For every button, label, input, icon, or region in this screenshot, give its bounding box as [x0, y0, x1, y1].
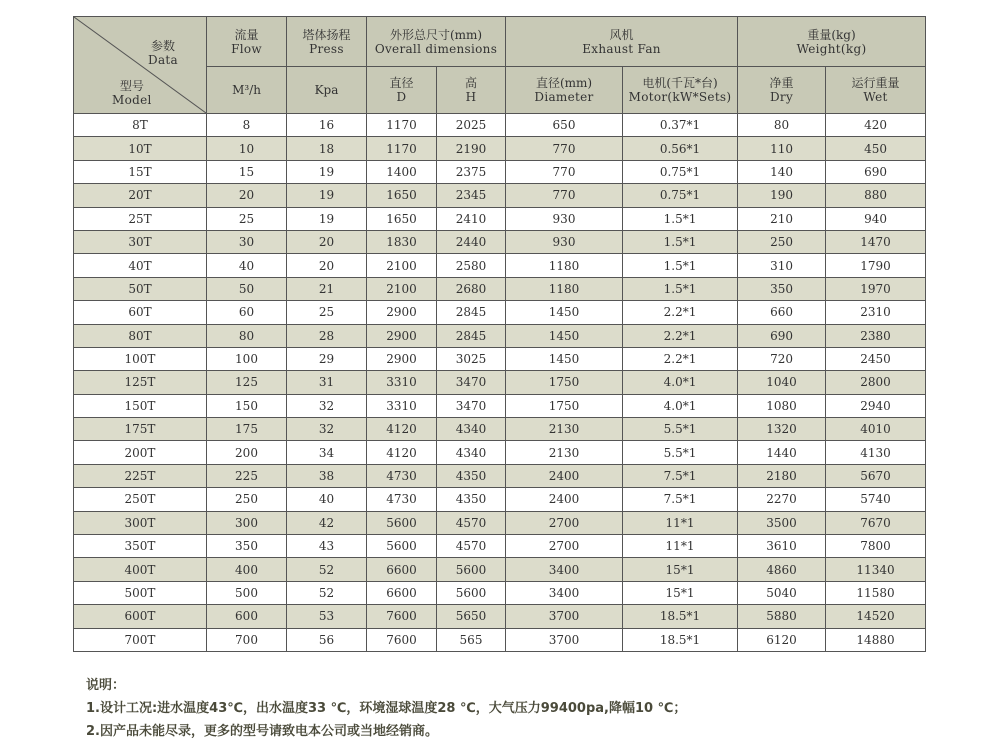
wet-en: Wet — [863, 90, 888, 104]
cell-flow: 15 — [207, 160, 287, 183]
cell-height-h: 4340 — [437, 441, 506, 464]
flow-unit-text: M³/h — [232, 83, 261, 97]
cell-flow: 175 — [207, 418, 287, 441]
cell-dry-weight: 1040 — [738, 371, 826, 394]
cell-wet-weight: 2800 — [826, 371, 926, 394]
table-row — [74, 160, 926, 183]
table-row — [74, 581, 926, 604]
cell-press: 29 — [287, 347, 367, 370]
cell-diameter-d: 2100 — [367, 254, 437, 277]
cell-fan-diameter: 770 — [506, 160, 623, 183]
cell-motor: 11*1 — [623, 535, 738, 558]
cell-motor: 11*1 — [623, 511, 738, 534]
cell-height-h: 2440 — [437, 230, 506, 253]
cell-motor: 15*1 — [623, 581, 738, 604]
cell-motor: 18.5*1 — [623, 628, 738, 651]
table-row — [74, 418, 926, 441]
dry-en: Dry — [769, 90, 794, 104]
cell-press: 40 — [287, 488, 367, 511]
flow-en: Flow — [231, 41, 262, 56]
cell-flow: 25 — [207, 207, 287, 230]
cell-model: 300T — [74, 511, 207, 534]
cell-diameter-d: 6600 — [367, 558, 437, 581]
cell-motor: 5.5*1 — [623, 441, 738, 464]
table-row — [74, 230, 926, 253]
cell-wet-weight: 4130 — [826, 441, 926, 464]
cell-wet-weight: 1970 — [826, 277, 926, 300]
cell-dry-weight: 3610 — [738, 535, 826, 558]
cell-fan-diameter: 3400 — [506, 581, 623, 604]
cell-wet-weight: 11340 — [826, 558, 926, 581]
cell-fan-diameter: 1450 — [506, 347, 623, 370]
cell-dry-weight: 4860 — [738, 558, 826, 581]
cell-model: 100T — [74, 347, 207, 370]
cell-dry-weight: 210 — [738, 207, 826, 230]
cell-height-h: 2580 — [437, 254, 506, 277]
cell-diameter-d: 4120 — [367, 441, 437, 464]
dry-zh: 净重 — [769, 76, 794, 90]
cell-dry-weight: 3500 — [738, 511, 826, 534]
h-en: H — [465, 90, 477, 104]
cell-fan-diameter: 1750 — [506, 394, 623, 417]
cell-diameter-d: 5600 — [367, 535, 437, 558]
cell-motor: 18.5*1 — [623, 605, 738, 628]
cell-flow: 700 — [207, 628, 287, 651]
wet-zh: 运行重量 — [851, 76, 900, 90]
d-en: D — [396, 90, 407, 104]
cell-flow: 20 — [207, 184, 287, 207]
cell-dry-weight: 350 — [738, 277, 826, 300]
press-en: Press — [309, 41, 344, 56]
cell-diameter-d: 4730 — [367, 488, 437, 511]
cell-wet-weight: 5740 — [826, 488, 926, 511]
cell-height-h: 2375 — [437, 160, 506, 183]
cell-fan-diameter: 2700 — [506, 511, 623, 534]
cell-press: 19 — [287, 160, 367, 183]
h-zh: 高 — [464, 76, 477, 90]
cell-height-h: 5650 — [437, 605, 506, 628]
cell-model: 15T — [74, 160, 207, 183]
cell-motor: 5.5*1 — [623, 418, 738, 441]
dry-weight-header — [738, 67, 826, 114]
cell-diameter-d: 7600 — [367, 628, 437, 651]
motor-en: Motor(kW*Sets) — [628, 90, 732, 104]
cell-diameter-d: 3310 — [367, 394, 437, 417]
cell-motor: 1.5*1 — [623, 207, 738, 230]
cell-diameter-d: 3310 — [367, 371, 437, 394]
cell-press: 20 — [287, 254, 367, 277]
cell-dry-weight: 2180 — [738, 464, 826, 487]
cell-dry-weight: 5040 — [738, 581, 826, 604]
cell-fan-diameter: 1180 — [506, 277, 623, 300]
cell-model: 200T — [74, 441, 207, 464]
cell-fan-diameter: 1450 — [506, 301, 623, 324]
cell-dry-weight: 1440 — [738, 441, 826, 464]
model-zh: 型号 — [119, 79, 144, 93]
cell-fan-diameter: 650 — [506, 114, 623, 137]
weight-en: Weight(kg) — [796, 41, 867, 56]
flow-zh: 流量 — [234, 27, 259, 42]
cell-flow: 250 — [207, 488, 287, 511]
cell-flow: 80 — [207, 324, 287, 347]
cell-model: 350T — [74, 535, 207, 558]
cell-model: 225T — [74, 464, 207, 487]
cell-wet-weight: 1790 — [826, 254, 926, 277]
cell-fan-diameter: 1450 — [506, 324, 623, 347]
cell-model: 10T — [74, 137, 207, 160]
cell-flow: 50 — [207, 277, 287, 300]
cell-height-h: 2410 — [437, 207, 506, 230]
cell-diameter-d: 1170 — [367, 137, 437, 160]
notes-line-1: 1.设计工况:进水温度43℃，出水温度33 ℃，环境湿球温度28 ℃，大气压力99400pa,降幅10 ℃； — [86, 701, 687, 716]
cell-motor: 4.0*1 — [623, 371, 738, 394]
cell-wet-weight: 5670 — [826, 464, 926, 487]
cell-press: 19 — [287, 184, 367, 207]
cell-flow: 300 — [207, 511, 287, 534]
flow-unit — [207, 67, 287, 114]
fan-en: Exhaust Fan — [582, 41, 661, 56]
cell-model: 175T — [74, 418, 207, 441]
cell-fan-diameter: 2130 — [506, 441, 623, 464]
cell-height-h: 5600 — [437, 581, 506, 604]
table-row — [74, 254, 926, 277]
cell-flow: 100 — [207, 347, 287, 370]
cell-dry-weight: 1320 — [738, 418, 826, 441]
cell-model: 8T — [74, 114, 207, 137]
cell-flow: 500 — [207, 581, 287, 604]
cell-height-h: 4570 — [437, 511, 506, 534]
cell-height-h: 2345 — [437, 184, 506, 207]
cell-model: 60T — [74, 301, 207, 324]
cell-motor: 1.5*1 — [623, 230, 738, 253]
fan-header — [506, 17, 738, 67]
cell-motor: 2.2*1 — [623, 324, 738, 347]
cell-flow: 30 — [207, 230, 287, 253]
cell-height-h: 4570 — [437, 535, 506, 558]
cell-height-h: 3470 — [437, 371, 506, 394]
cell-motor: 2.2*1 — [623, 301, 738, 324]
param-label — [148, 39, 178, 67]
cell-fan-diameter: 3700 — [506, 628, 623, 651]
table-row — [74, 324, 926, 347]
cell-wet-weight: 690 — [826, 160, 926, 183]
notes-title: 说明： — [86, 678, 126, 693]
table-row — [74, 628, 926, 651]
cell-model: 400T — [74, 558, 207, 581]
cell-motor: 7.5*1 — [623, 488, 738, 511]
table-row — [74, 394, 926, 417]
cell-dry-weight: 5880 — [738, 605, 826, 628]
cell-motor: 1.5*1 — [623, 277, 738, 300]
cell-flow: 10 — [207, 137, 287, 160]
cell-diameter-d: 6600 — [367, 581, 437, 604]
cell-press: 56 — [287, 628, 367, 651]
cell-motor: 0.56*1 — [623, 137, 738, 160]
cell-diameter-d: 1650 — [367, 207, 437, 230]
cell-height-h: 2025 — [437, 114, 506, 137]
cell-fan-diameter: 1180 — [506, 254, 623, 277]
notes — [86, 674, 966, 743]
cell-press: 52 — [287, 581, 367, 604]
weight-zh: 重量(kg) — [807, 27, 856, 42]
cell-wet-weight: 940 — [826, 207, 926, 230]
cell-dry-weight: 2270 — [738, 488, 826, 511]
table-row — [74, 464, 926, 487]
cell-motor: 15*1 — [623, 558, 738, 581]
notes-line-2: 2.因产品未能尽录，更多的型号请致电本公司或当地经销商。 — [86, 724, 438, 739]
cell-motor: 0.37*1 — [623, 114, 738, 137]
cell-dry-weight: 310 — [738, 254, 826, 277]
cell-model: 40T — [74, 254, 207, 277]
cell-model: 50T — [74, 277, 207, 300]
fan-diameter-header — [506, 67, 623, 114]
cell-wet-weight: 1470 — [826, 230, 926, 253]
cell-press: 18 — [287, 137, 367, 160]
cell-diameter-d: 1650 — [367, 184, 437, 207]
cell-model: 500T — [74, 581, 207, 604]
cell-diameter-d: 2900 — [367, 324, 437, 347]
cell-diameter-d: 1830 — [367, 230, 437, 253]
cell-flow: 400 — [207, 558, 287, 581]
table-row — [74, 114, 926, 137]
param-zh: 参数 — [151, 39, 176, 53]
cell-diameter-d: 4730 — [367, 464, 437, 487]
cell-flow: 60 — [207, 301, 287, 324]
fan-d-en: Diameter — [534, 90, 594, 104]
motor-zh: 电机(千瓦*台) — [642, 76, 718, 90]
cell-press: 28 — [287, 324, 367, 347]
table-row — [74, 488, 926, 511]
cell-height-h: 4350 — [437, 488, 506, 511]
cell-wet-weight: 2380 — [826, 324, 926, 347]
cell-wet-weight: 2450 — [826, 347, 926, 370]
cell-model: 20T — [74, 184, 207, 207]
cell-press: 19 — [287, 207, 367, 230]
press-header — [287, 17, 367, 67]
table-row — [74, 535, 926, 558]
cell-wet-weight: 7670 — [826, 511, 926, 534]
cell-dry-weight: 110 — [738, 137, 826, 160]
cell-flow: 600 — [207, 605, 287, 628]
cell-fan-diameter: 2130 — [506, 418, 623, 441]
cell-flow: 200 — [207, 441, 287, 464]
cell-diameter-d: 1170 — [367, 114, 437, 137]
cell-fan-diameter: 770 — [506, 137, 623, 160]
cell-diameter-d: 4120 — [367, 418, 437, 441]
cell-diameter-d: 1400 — [367, 160, 437, 183]
cell-model: 600T — [74, 605, 207, 628]
cell-press: 43 — [287, 535, 367, 558]
diameter-d-header — [367, 67, 437, 114]
cell-height-h: 2845 — [437, 301, 506, 324]
cell-flow: 40 — [207, 254, 287, 277]
cell-press: 38 — [287, 464, 367, 487]
cell-dry-weight: 250 — [738, 230, 826, 253]
cell-motor: 1.5*1 — [623, 254, 738, 277]
cell-motor: 4.0*1 — [623, 394, 738, 417]
cell-model: 700T — [74, 628, 207, 651]
spec-table — [73, 16, 926, 652]
cell-flow: 8 — [207, 114, 287, 137]
wet-weight-header — [826, 67, 926, 114]
cell-diameter-d: 2100 — [367, 277, 437, 300]
press-unit-text: Kpa — [314, 83, 339, 97]
fan-zh: 风机 — [609, 27, 634, 42]
model-label — [112, 79, 152, 107]
cell-diameter-d: 2900 — [367, 301, 437, 324]
cell-height-h: 565 — [437, 628, 506, 651]
cell-fan-diameter: 930 — [506, 230, 623, 253]
cell-model: 250T — [74, 488, 207, 511]
cell-fan-diameter: 3700 — [506, 605, 623, 628]
cell-dry-weight: 660 — [738, 301, 826, 324]
cell-wet-weight: 4010 — [826, 418, 926, 441]
table-body — [74, 114, 926, 652]
diagonal-header-cell — [74, 17, 207, 114]
table-row — [74, 441, 926, 464]
press-zh: 塔体扬程 — [302, 27, 351, 42]
cell-press: 21 — [287, 277, 367, 300]
cell-wet-weight: 420 — [826, 114, 926, 137]
cell-wet-weight: 14520 — [826, 605, 926, 628]
cell-motor: 0.75*1 — [623, 160, 738, 183]
cell-motor: 2.2*1 — [623, 347, 738, 370]
table-row — [74, 137, 926, 160]
cell-fan-diameter: 2700 — [506, 535, 623, 558]
cell-press: 31 — [287, 371, 367, 394]
cell-dry-weight: 190 — [738, 184, 826, 207]
cell-wet-weight: 880 — [826, 184, 926, 207]
cell-press: 25 — [287, 301, 367, 324]
height-h-header — [437, 67, 506, 114]
cell-dry-weight: 720 — [738, 347, 826, 370]
cell-press: 53 — [287, 605, 367, 628]
dims-zh: 外形总尺寸(mm) — [389, 27, 483, 42]
cell-height-h: 2680 — [437, 277, 506, 300]
cell-height-h: 4350 — [437, 464, 506, 487]
cell-press: 34 — [287, 441, 367, 464]
cell-height-h: 5600 — [437, 558, 506, 581]
cell-diameter-d: 2900 — [367, 347, 437, 370]
param-en: Data — [148, 53, 178, 67]
cell-fan-diameter: 770 — [506, 184, 623, 207]
dims-en: Overall dimensions — [374, 41, 498, 56]
cell-fan-diameter: 2400 — [506, 488, 623, 511]
cell-model: 125T — [74, 371, 207, 394]
cell-model: 25T — [74, 207, 207, 230]
cell-model: 30T — [74, 230, 207, 253]
flow-header — [207, 17, 287, 67]
cell-wet-weight: 7800 — [826, 535, 926, 558]
cell-press: 52 — [287, 558, 367, 581]
model-en: Model — [112, 93, 152, 107]
table-row — [74, 301, 926, 324]
cell-fan-diameter: 1750 — [506, 371, 623, 394]
cell-height-h: 2845 — [437, 324, 506, 347]
table-row — [74, 605, 926, 628]
dimensions-header — [367, 17, 506, 67]
cell-dry-weight: 80 — [738, 114, 826, 137]
cell-height-h: 4340 — [437, 418, 506, 441]
cell-diameter-d: 7600 — [367, 605, 437, 628]
cell-press: 32 — [287, 394, 367, 417]
d-zh: 直径 — [389, 76, 414, 90]
cell-wet-weight: 2310 — [826, 301, 926, 324]
cell-wet-weight: 14880 — [826, 628, 926, 651]
cell-fan-diameter: 2400 — [506, 464, 623, 487]
fan-d-zh: 直径(mm) — [535, 76, 593, 90]
table-row — [74, 207, 926, 230]
cell-height-h: 3470 — [437, 394, 506, 417]
cell-wet-weight: 11580 — [826, 581, 926, 604]
cell-press: 16 — [287, 114, 367, 137]
cell-motor: 7.5*1 — [623, 464, 738, 487]
table-row — [74, 371, 926, 394]
cell-fan-diameter: 930 — [506, 207, 623, 230]
cell-model: 80T — [74, 324, 207, 347]
press-unit — [287, 67, 367, 114]
cell-flow: 150 — [207, 394, 287, 417]
cell-diameter-d: 5600 — [367, 511, 437, 534]
weight-header — [738, 17, 926, 67]
cell-press: 32 — [287, 418, 367, 441]
table-row — [74, 277, 926, 300]
motor-header — [623, 67, 738, 114]
cell-wet-weight: 450 — [826, 137, 926, 160]
cell-dry-weight: 6120 — [738, 628, 826, 651]
cell-press: 42 — [287, 511, 367, 534]
cell-flow: 125 — [207, 371, 287, 394]
table-row — [74, 511, 926, 534]
table-row — [74, 347, 926, 370]
table-row — [74, 558, 926, 581]
cell-press: 20 — [287, 230, 367, 253]
cell-wet-weight: 2940 — [826, 394, 926, 417]
cell-flow: 350 — [207, 535, 287, 558]
table-row — [74, 184, 926, 207]
cell-dry-weight: 690 — [738, 324, 826, 347]
cell-flow: 225 — [207, 464, 287, 487]
cell-height-h: 2190 — [437, 137, 506, 160]
cell-model: 150T — [74, 394, 207, 417]
cell-fan-diameter: 3400 — [506, 558, 623, 581]
cell-dry-weight: 140 — [738, 160, 826, 183]
cell-dry-weight: 1080 — [738, 394, 826, 417]
cell-motor: 0.75*1 — [623, 184, 738, 207]
cell-height-h: 3025 — [437, 347, 506, 370]
